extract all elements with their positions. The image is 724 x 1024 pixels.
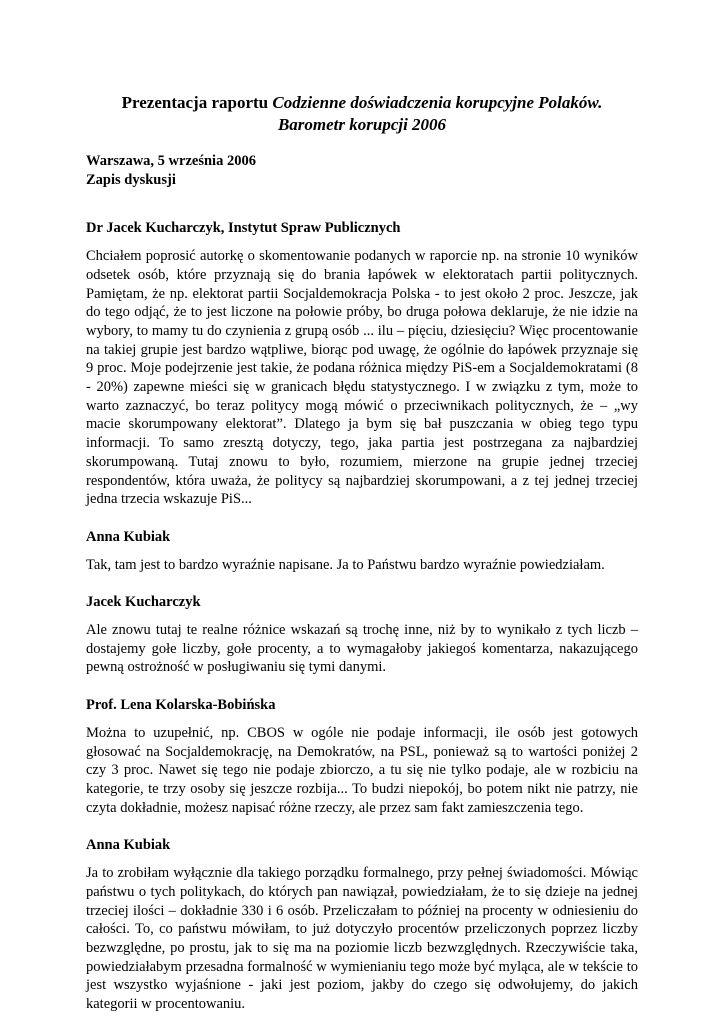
place-date-line: Warszawa, 5 września 2006 [86,153,256,169]
discussion-paragraph: Chciałem poprosić autorkę o skomentowanie podanych w raporcie np. na stronie 10 wyników odsetek osób, które przyznają się do brania łapówek w elektoratach partii politycznych. Pamiętam, że np. elektorat partii Socjaldemokracja Polska - to jest około 2 proc. Jeszcze, jak do tego odjąć, że to jest liczone na połowie próby, bo druga połowa deklaruje, że nie idzie na wybory, to mamy tu do czynienia z grupą osób ... ilu – pięciu, dziesięciu? Więc procentowanie na takiej grupie jest bardzo wątpliwe, biorąc pod uwagę, że ogólnie do łapówek przyznaje się 9 proc. Moje podejrzenie jest takie, że podana różnica między PiS-em a Socjaldemokratami (8 - 20%) zapewne mieści się w granicach błędu statystycznego. I w związku z tym, może to warto zaznaczyć, bo teraz politycy mogą mówić o przeciwnikach politycznych, że – „wy macie skorumpowany elektorat”. Dlatego ja bym się bał puszczania w obieg tego typu informacji. To samo zresztą dotyczy, tego, jaka partia jest postrzegana za najbardziej skorumpowaną. Tutaj znowu to było, rozumiem, mierzone na grupie jednej trzeciej respondentów, która uważa, że politycy są najbardziej skorumpowani, a z tej jednej trzeciej jedna trzecia wskazuje PiS... [86,248,638,508]
discussion-paragraph: Można to uzupełnić, np. CBOS w ogóle nie podaje informacji, ile osób jest gotowych głosować na Socjaldemokrację, na Demokratów, na PSL, ponieważ są to wartości poniżej 2 czy 3 proc. Nawet się tego nie podaje zbiorczo, a tu się nie tylko podaje, ale w rozbiciu na kategorie, te trzy osoby się jeszcze rozbija... To budzi niepokój, bo potem nikt nie patrzy, nie czyta dokładnie, możesz napisać różne rzeczy, ale przez sam fakt zamieszczenia tego. [86,724,638,816]
discussion-paragraph: Ja to zrobiłam wyłącznie dla takiego porządku formalnego, przy pełnej świadomości. Mówiąc państwu o tych politykach, do których pan nawiązał, powiedziałam, że to się dzieje na jednej trzeciej ilości – dokładnie 330 i 6 osób. Przeliczałam to później na procenty w odniesieniu do całości. To, co państwu mówiłam, to już dotyczyło procentów przeliczonych poprzez liczby bezwzględne, po prostu, jak to się ma na poziomie liczb bezwzględnych. Rzeczywiście taka, powiedziałabym przesadna formalność w wymienianiu tego może być myląca, ale w tekście to jest wszystko wyjaśnione - jaki jest poziom, jakby do czego się odwołujemy, do jakich kategorii w procentowaniu. [86,865,638,1013]
document-meta [86,152,638,189]
discussion-paragraph: Ale znowu tutaj te realne różnice wskazań są trochę inne, niż by to wynikało z tych liczb – dostajemy gołe liczby, gołe procenty, a to wymagałoby jakiegoś komentarza, nakazującego pewną ostrożność w posługiwaniu się tymi danymi. [86,622,638,676]
discussion-sections [86,219,638,1013]
document-title [86,92,638,136]
title-italic-line2: Barometr korupcji 2006 [277,115,447,134]
speaker-heading: Prof. Lena Kolarska-Bobińska [86,697,276,714]
discussion-paragraph: Tak, tam jest to bardzo wyraźnie napisane. Ja to Państwu bardzo wyraźnie powiedziałam. [86,556,605,573]
speaker-heading: Anna Kubiak [86,837,171,854]
subtitle-line: Zapis dyskusji [86,171,176,188]
title-italic-line1: Codzienne doświadczenia korupcyjne Polaków. [272,93,603,112]
speaker-heading: Anna Kubiak [86,528,171,545]
speaker-heading: Jacek Kucharczyk [86,594,201,611]
speaker-heading: Dr Jacek Kucharczyk, Instytut Spraw Publicznych [86,220,401,237]
title-prefix: Prezentacja raportu [121,93,273,112]
